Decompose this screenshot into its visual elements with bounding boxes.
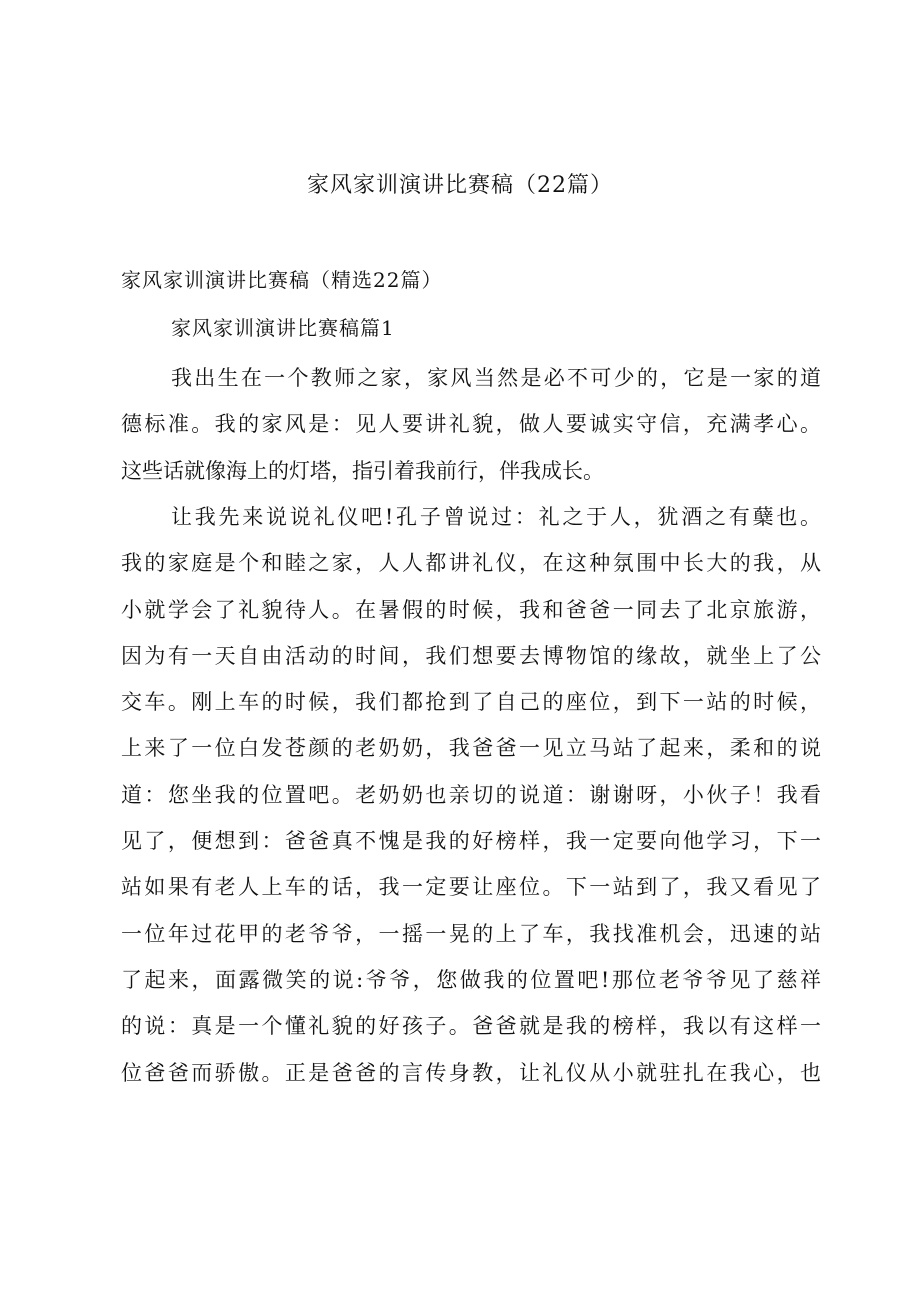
paragraph-line: 的说：真是一个懂礼貌的好孩子。爸爸就是我的榜样，我以有这样一	[121, 1014, 821, 1039]
paragraph-line: 上来了一位白发苍颜的老奶奶，我爸爸一见立马站了起来，柔和的说	[121, 736, 821, 761]
document-title: 家风家训演讲比赛稿（22篇）	[307, 173, 613, 198]
paragraph-line: 这些话就像海上的灯塔，指引着我前行，伴我成长。	[121, 458, 604, 483]
paragraph-line: 道：您坐我的位置吧。老奶奶也亲切的说道：谢谢呀，小伙子！我看	[121, 782, 821, 807]
paragraph-line: 我出生在一个教师之家，家风当然是必不可少的，它是一家的道	[171, 366, 821, 390]
paragraph-line: 交车。刚上车的时候，我们都抢到了自己的座位，到下一站的时候，	[121, 690, 821, 715]
paragraph-2	[121, 494, 821, 1096]
paragraph-line: 一位年过花甲的老爷爷，一摇一晃的上了车，我找准机会，迅速的站	[121, 921, 821, 946]
paragraph-line: 位爸爸而骄傲。正是爸爸的言传身教，让礼仪从小就驻扎在我心，也	[121, 1060, 821, 1085]
paragraph-line: 小就学会了礼貌待人。在暑假的时候，我和爸爸一同去了北京旅游，	[121, 597, 821, 622]
section-heading: 家风家训演讲比赛稿篇1	[171, 316, 395, 340]
paragraph-line: 德标准。我的家风是：见人要讲礼貌，做人要诚实守信，充满孝心。	[121, 412, 821, 437]
paragraph-line: 我的家庭是个和睦之家，人人都讲礼仪，在这种氛围中长大的我，从	[121, 551, 821, 576]
paragraph-line: 因为有一天自由活动的时间，我们想要去博物馆的缘故，就坐上了公	[121, 643, 821, 668]
paragraph-line: 让我先来说说礼仪吧!孔子曾说过：礼之于人，犹酒之有蘖也。	[171, 505, 821, 529]
paragraph-1	[121, 355, 821, 494]
paragraph-line: 见了，便想到：爸爸真不愧是我的好榜样，我一定要向他学习，下一	[121, 829, 821, 854]
paragraph-line: 了起来，面露微笑的说:爷爷，您做我的位置吧!那位老爷爷见了慈祥	[121, 967, 821, 992]
document-subtitle: 家风家训演讲比赛稿（精选22篇）	[121, 268, 443, 292]
paragraph-line: 站如果有老人上车的话，我一定要让座位。下一站到了，我又看见了	[121, 875, 821, 900]
